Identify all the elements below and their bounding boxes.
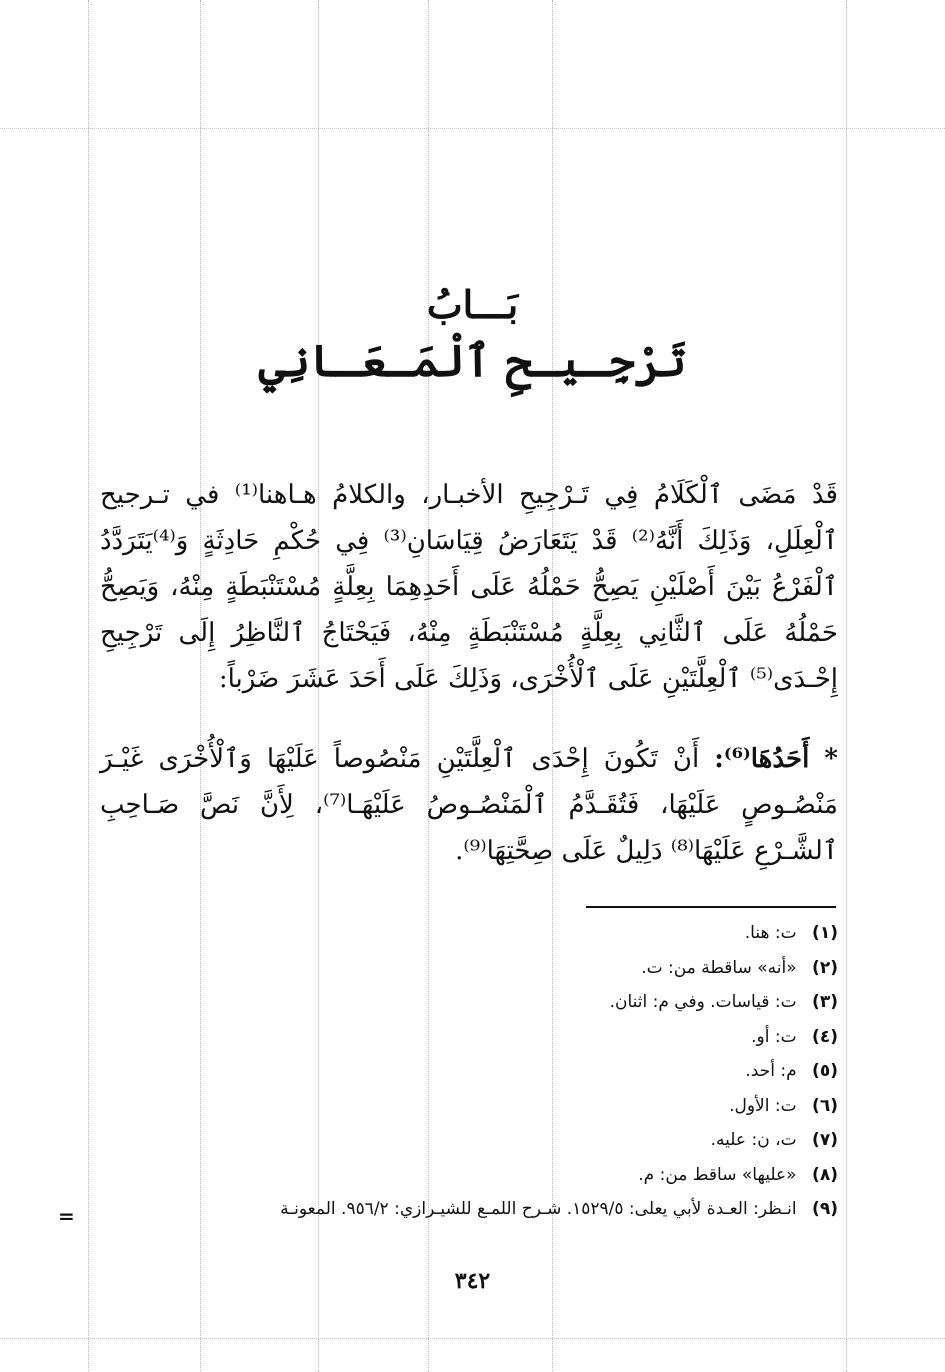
chapter-title: تَرْجِـيـحِ ٱلْمَـعَـانِي xyxy=(258,336,687,387)
footnote-item xyxy=(60,1020,838,1055)
footnote-text: ت: هنا. xyxy=(744,923,797,943)
continued-marker: = xyxy=(58,1204,75,1228)
footnote-number: (٤) xyxy=(812,1026,838,1047)
scan-guide-line xyxy=(0,1338,945,1339)
footnote-item xyxy=(60,1089,838,1124)
footnote-item xyxy=(60,951,838,986)
scan-guide-line xyxy=(0,128,945,129)
footnote-divider xyxy=(586,906,836,908)
footnote-item xyxy=(60,1123,838,1158)
footnote-text: «أنه» ساقطة من: ت. xyxy=(641,957,797,978)
footnote-list xyxy=(60,916,838,1227)
footnote-number: (٩) xyxy=(812,1199,838,1219)
paragraph-text: أَنْ تَكُونَ إِحْدَى ٱلْعِلَّتَيْنِ مَنْصُوصاً عَلَيْهَا وَٱلْأُخْرَى غَيْـرَ مَنْصُـوصٍ عَلَيْهَا، فَتُقَـدَّمُ ٱلْمَنْصُـوصُ عَلَيْهَـا⁽⁷⁾، لِأَنَّ نَصَّ صَـاحِبِ ٱلشَّـرْعِ عَلَيْهَا⁽⁸⁾ دَلِيلٌ عَلَى صِحَّتِهَا⁽⁹⁾. xyxy=(100,744,838,866)
paragraph-lead: أَحَدُهَا⁽⁶⁾: xyxy=(714,744,810,774)
footnote-item xyxy=(60,1054,838,1089)
footnote-number: (٧) xyxy=(812,1130,838,1150)
footnote-text: ت، ن: عليه. xyxy=(710,1130,797,1150)
footnote-text: ت: الأول. xyxy=(729,1095,797,1116)
footnote-item xyxy=(60,985,838,1020)
footnote-number: (٣) xyxy=(812,992,838,1012)
footnote-number: (١) xyxy=(812,923,838,943)
page-number: ٣٤٢ xyxy=(454,1268,491,1294)
footnote-item xyxy=(60,1158,838,1193)
footnote-text: «عليها» ساقط من: م. xyxy=(638,1164,797,1185)
footnote-number: (٨) xyxy=(812,1164,838,1185)
footnote-text: ت: أو. xyxy=(751,1026,797,1047)
body-paragraph: قَدْ مَضَى ٱلْكَلَامُ فِي تَـرْجِيحِ الأخبـار، والكلامُ هـاهنا⁽¹⁾ في تـرجيح ٱلْعِلَلِ، وَذَلِكَ أَنَّهُ⁽²⁾ قَدْ يَتَعَارَضُ قِيَاسَانِ⁽³⁾ فِي حُكْمِ حَادِثَةٍ وَ⁽⁴⁾يَتَرَدَّدُ ٱلْفَرْعُ بَيْنَ أَصْلَيْنِ يَصِحُّ حَمْلُهُ عَلَى أَحَدِهِمَا بِعِلَّةٍ مُسْتَنْبَطَةٍ مِنْهُ، وَيَصِحُّ حَمْلُهُ عَلَى ٱلثَّانِي بِعِلَّةٍ مُسْتَنْبَطَةٍ مِنْهُ، فَيَحْتَاجُ ٱلنَّاظِرُ إِلَى تَرْجِيحِ إِحْـدَى⁽⁵⁾ ٱلْعِلَّتَيْنِ عَلَى ٱلْأُخْرَى، وَذَلِكَ عَلَى أَحَدَ عَشَرَ ضَرْباً: xyxy=(100,480,838,694)
footnote-number: (٦) xyxy=(812,1095,838,1116)
footnote-text: انـظر: العـدة لأبي يعلى: ١٥٢٩/٥. شـرح اللمـع للشيـرازي: ٩٥٦/٢. المعونـة xyxy=(280,1199,797,1219)
star-marker: * xyxy=(824,744,838,774)
footnote-number: (٢) xyxy=(812,957,838,978)
footnote-item xyxy=(60,916,838,951)
footnote-item xyxy=(60,1192,838,1227)
scan-guide-line xyxy=(846,0,847,1372)
chapter-heading: بَـــابُ xyxy=(426,282,519,327)
footnote-text: م: أحد. xyxy=(745,1061,797,1081)
body-paragraph xyxy=(100,736,838,874)
footnote-text: ت: قياسات. وفي م: اثنان. xyxy=(609,992,797,1012)
footnote-number: (٥) xyxy=(812,1061,838,1081)
